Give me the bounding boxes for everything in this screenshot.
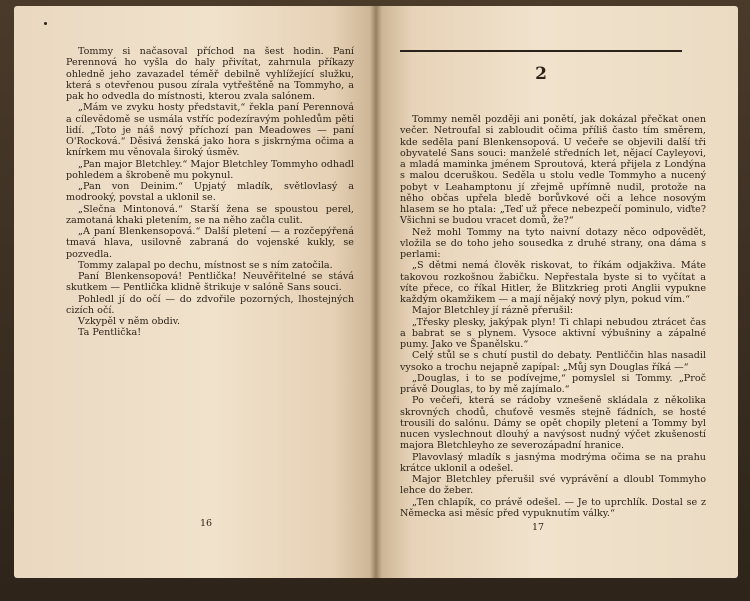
paragraph: Tommy si načasoval příchod na šest hodin. Paní Perennová ho vyšla do haly přivítat, zahrnula příkazy ohledně jeho zavazadel téměř debilně vyhlížející služku, která s otevřenou pusou zírala vytřeštěně na Tommyho, a pak ho odvedla do místnosti, kterou zvala salónem. — [66, 46, 354, 102]
paragraph: Vzkypěl v něm obdiv. — [78, 316, 181, 327]
chapter-rule — [400, 50, 682, 52]
paragraph: „S dětmi nemá člověk riskovat, to říkám odjakživa. Máte takovou rozkošnou žabičku. Nepřestala byste si to vyčítat a víte přece, co říkal Hitler, že Blitzkrieg proti Anglii vypukne každým okamžikem — a mají nějaký nový plyn, pokud vím.“ — [400, 260, 706, 305]
right-page — [376, 6, 738, 578]
paragraph: Major Bletchley přerušil své vyprávění a dloubl Tommyho lehce do žeber. — [400, 474, 706, 497]
book-gutter — [370, 6, 382, 578]
paragraph: Tommy zalapal po dechu, místnost se s ním zatočila. — [78, 259, 333, 271]
paragraph: Tommy neměl později ani ponětí, jak dokázal přečkat onen večer. Netroufal si zabloudit očima příliš často tím směrem, kde seděla paní Blenkensopová. U večeře se objevili další tři obyvatelé Sans souci: manželé středních let, nějací Cayleyovi, a mladá maminka jménem Sproutová, která přijela z Londýna s malou dceruškou. Seděla u stolu vedle Tommyho a nucený pobyt v Leahamptonu jí zřejmě upřímně nudil, protože na něho občas upřela bledě borůvkové oči a lehce nosovým hlasem se ho ptala: „Teď už přece nebezpečí pominulo, viďte? Všichni se budou vracet domů, že?“ — [400, 114, 706, 227]
right-page-text — [400, 114, 706, 519]
paragraph: Pohledl jí do očí — do zdvořile pozorných, lhostejných cizích očí. — [66, 293, 354, 316]
paragraph: „A paní Blenkensopová.“ Další pletení — a rozčepýřená tmavá hlava, usilovně zabraná do vojenské kukly, se pozvedla. — [66, 226, 354, 260]
paragraph: „Mám ve zvyku hosty představit,“ řekla paní Perennová a cílevědomě se usmála vstříc podezíravým pohledům pěti lidí. „Toto je náš nový příchozí pan Meadowes — paní O'Rocková.“ Děsivá ženská jako hora s jiskrnýma očima a knírkem mu věnovala široký úsměv. — [66, 102, 354, 159]
paragraph: Než mohl Tommy na tyto naivní dotazy něco odpovědět, vložila se do toho jeho sousedka z druhé strany, ona dáma s perlami: — [400, 226, 706, 260]
right-page-number: 17 — [532, 522, 545, 533]
paragraph: Celý stůl se s chutí pustil do debaty. Pentliččin hlas nasadil vysoko a trochu nejapně zapípal: „Můj syn Douglas říká —“ — [400, 350, 706, 373]
paragraph: „Pan von Deinim.“ Upjatý mladík, světlovlasý a modrooký, povstal a uklonil se. — [66, 181, 354, 204]
paragraph: Po večeři, která se rádoby vznešeně skládala z několika skrovných chodů, chuťově vesměs stejně fádních, se hosté trousili do salónu. Dámy se opět chopily pletení a Tommy byl nucen vyslechnout dlouhý a navýsost nudný výčet zkušeností majora Bletchleyho ze severozápadní hranice. — [400, 395, 706, 452]
left-page — [14, 6, 376, 578]
chapter-number: 2 — [535, 64, 547, 84]
paragraph: „Douglas, i to se podívejme,“ pomyslel si Tommy. „Proč právě Douglas, to by mě zajímalo.“ — [400, 372, 706, 395]
paragraph: „Pan major Bletchley.“ Major Bletchley Tommyho odhadl pohledem a škrobeně mu pokynul. — [66, 158, 354, 181]
paragraph: Plavovlasý mladík s jasnýma modrýma očima se na prahu krátce uklonil a odešel. — [400, 451, 706, 474]
paragraph: Major Bletchley jí rázně přerušil: — [412, 305, 574, 317]
paragraph: „Ten chlapík, co právě odešel. — Je to uprchlík. Dostal se z Německa asi měsíc před vypuknutím války.“ — [400, 496, 706, 519]
ink-dot-mark — [44, 22, 47, 25]
paragraph: Paní Blenkensopová! Pentlička! Neuvěřitelné se stává skutkem — Pentlička klidně štrikuje v salóně Sans souci. — [66, 271, 354, 294]
paragraph: Ta Pentlička! — [78, 327, 142, 339]
paragraph: „Třesky plesky, jakýpak plyn! Ti chlapi nebudou ztrácet čas a babrat se s plynem. Vysoce aktivní výbušniny a zápalné pumy. Jako ve Španělsku.“ — [400, 316, 706, 350]
paragraph: „Slečna Mintonová.“ Starší žena se spoustou perel, zamotaná khaki pletením, se na něho začla culit. — [66, 203, 354, 226]
left-page-number: 16 — [200, 518, 213, 529]
left-page-text — [66, 46, 354, 339]
